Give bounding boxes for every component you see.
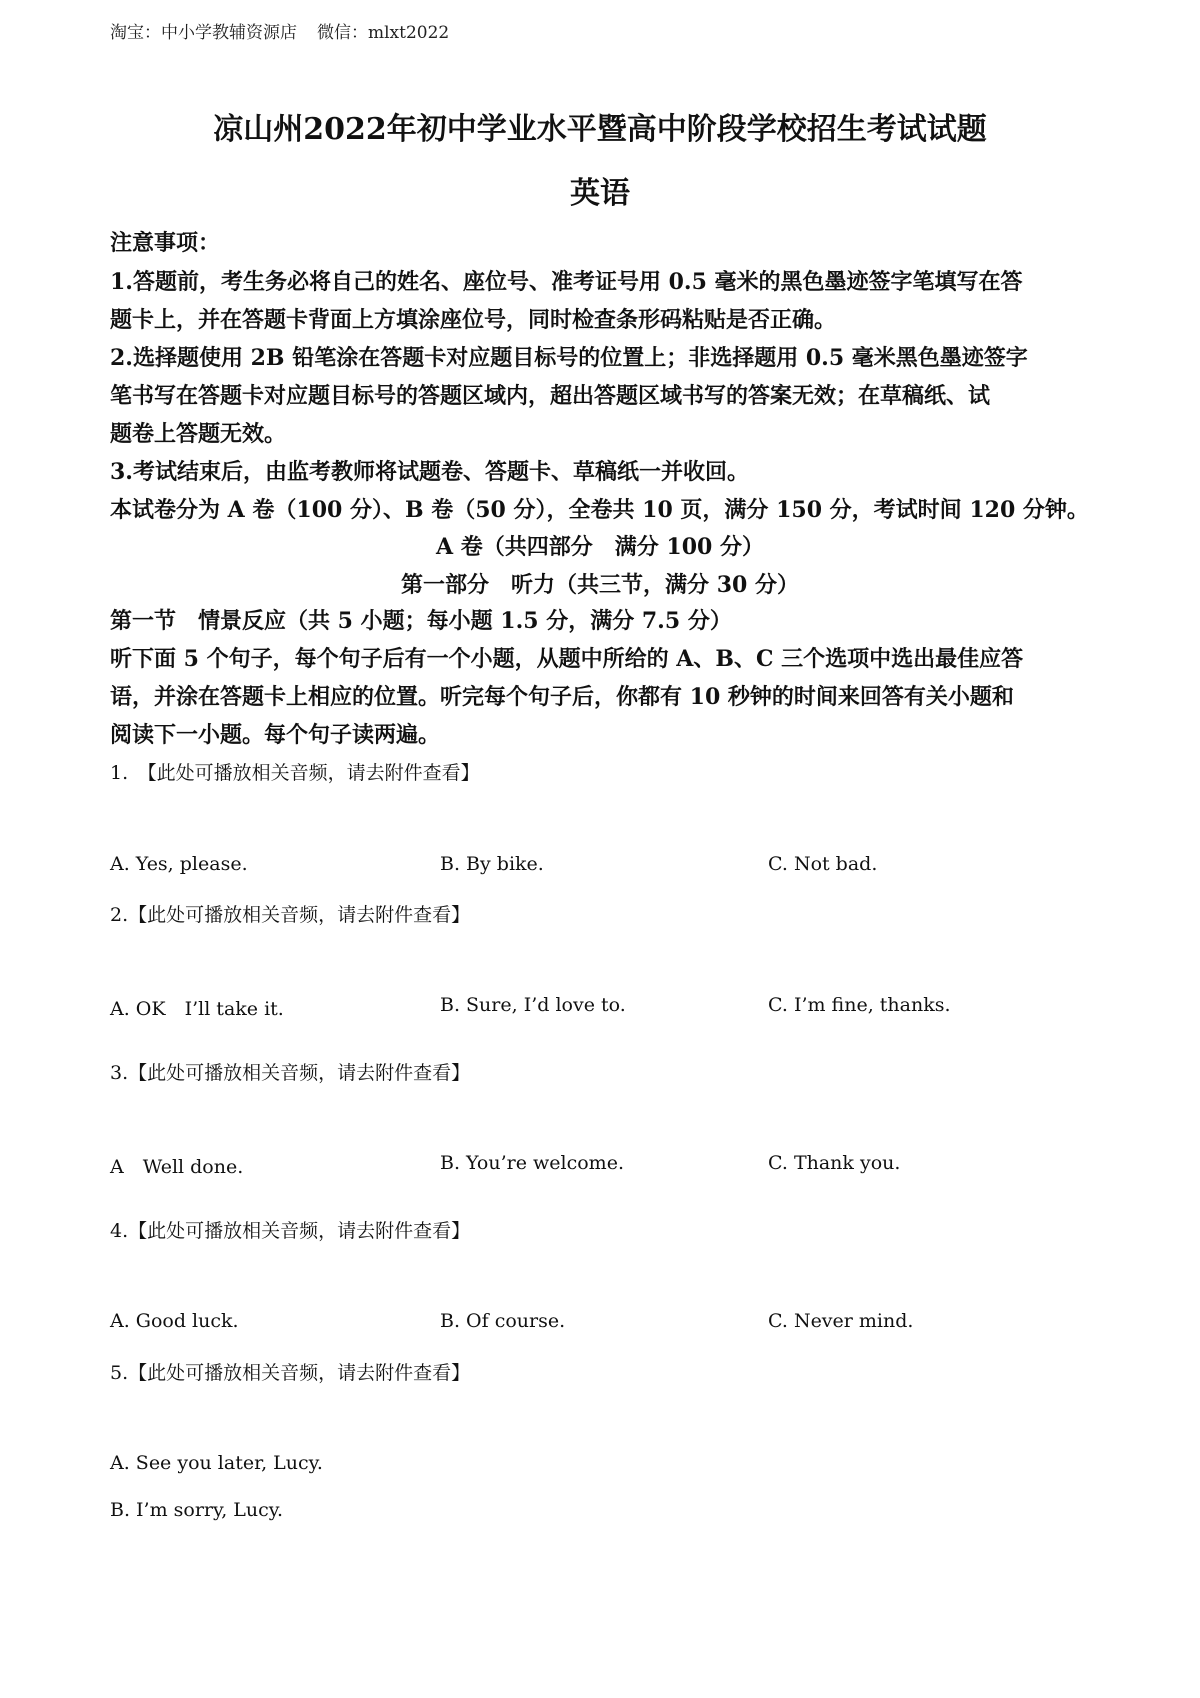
question-1-option-c: C. Not bad. bbox=[768, 853, 878, 875]
exam-title: 凉山州2022年初中学业水平暨高中阶段学校招生考试试题 bbox=[213, 112, 987, 147]
header-wechat: 微信：mlxt2022 bbox=[317, 23, 450, 43]
notes-line: 2.选择题使用 2B 铅笔涂在答题卡对应题目标号的位置上；非选择题用 0.5 毫米黑色墨迹签字 bbox=[110, 345, 1028, 371]
section1-heading: 第一节 情景反应（共 5 小题；每小题 1.5 分，满分 7.5 分） bbox=[110, 608, 732, 634]
paper-a-heading: A 卷（共四部分 满分 100 分） bbox=[436, 534, 764, 560]
notes-heading: 注意事项： bbox=[110, 230, 221, 256]
question-5-option-a: A. See you later, Lucy. bbox=[110, 1452, 323, 1474]
exam-subject: 英语 bbox=[570, 176, 630, 211]
question-4-option-a: A. Good luck. bbox=[110, 1310, 239, 1332]
question-2-option-a: A. OK I’ll take it. bbox=[110, 998, 284, 1020]
question-2-option-b: B. Sure, I’d love to. bbox=[440, 994, 626, 1016]
page-header bbox=[110, 18, 449, 43]
question-1-option-a: A. Yes, please. bbox=[110, 853, 248, 875]
question-2-option-c: C. I’m fine, thanks. bbox=[768, 994, 951, 1016]
notes-line: 笔书写在答题卡对应题目标号的答题区域内，超出答题区域书写的答案无效；在草稿纸、试 bbox=[110, 383, 991, 409]
question-1-prompt: 1. 【此处可播放相关音频，请去附件查看】 bbox=[110, 762, 480, 784]
question-4-option-c: C. Never mind. bbox=[768, 1310, 914, 1332]
question-2-prompt: 2.【此处可播放相关音频，请去附件查看】 bbox=[110, 904, 471, 926]
instructions-line: 阅读下一小题。每个句子读两遍。 bbox=[110, 722, 441, 748]
notes-line: 1.答题前，考生务必将自己的姓名、座位号、准考证号用 0.5 毫米的黑色墨迹签字笔填写在答 bbox=[110, 269, 1023, 295]
notes-line: 题卡上，并在答题卡背面上方填涂座位号，同时检查条形码粘贴是否正确。 bbox=[110, 307, 837, 333]
notes-line: 3.考试结束后，由监考教师将试题卷、答题卡、草稿纸一并收回。 bbox=[110, 459, 749, 485]
question-1-option-b: B. By bike. bbox=[440, 853, 544, 875]
instructions-line: 语，并涂在答题卡上相应的位置。听完每个句子后，你都有 10 秒钟的时间来回答有关小题和 bbox=[110, 684, 1014, 710]
question-4-prompt: 4.【此处可播放相关音频，请去附件查看】 bbox=[110, 1220, 471, 1242]
question-5-option-b: B. I’m sorry, Lucy. bbox=[110, 1499, 284, 1521]
question-3-option-a: A Well done. bbox=[110, 1156, 244, 1178]
question-3-option-c: C. Thank you. bbox=[768, 1152, 901, 1174]
question-3-option-b: B. You’re welcome. bbox=[440, 1152, 624, 1174]
question-4-option-b: B. Of course. bbox=[440, 1310, 566, 1332]
notes-line: 本试卷分为 A 卷（100 分）、B 卷（50 分），全卷共 10 页，满分 150 分，考试时间 120 分钟。 bbox=[110, 497, 1089, 523]
part1-heading: 第一部分 听力（共三节，满分 30 分） bbox=[401, 572, 799, 598]
instructions-line: 听下面 5 个句子，每个句子后有一个小题，从题中所给的 A、B、C 三个选项中选出最佳应答 bbox=[110, 646, 1024, 672]
notes-line: 题卷上答题无效。 bbox=[110, 421, 287, 447]
header-shop: 淘宝：中小学教辅资源店 bbox=[110, 23, 297, 43]
question-5-prompt: 5.【此处可播放相关音频，请去附件查看】 bbox=[110, 1362, 471, 1384]
question-3-prompt: 3.【此处可播放相关音频，请去附件查看】 bbox=[110, 1062, 471, 1084]
